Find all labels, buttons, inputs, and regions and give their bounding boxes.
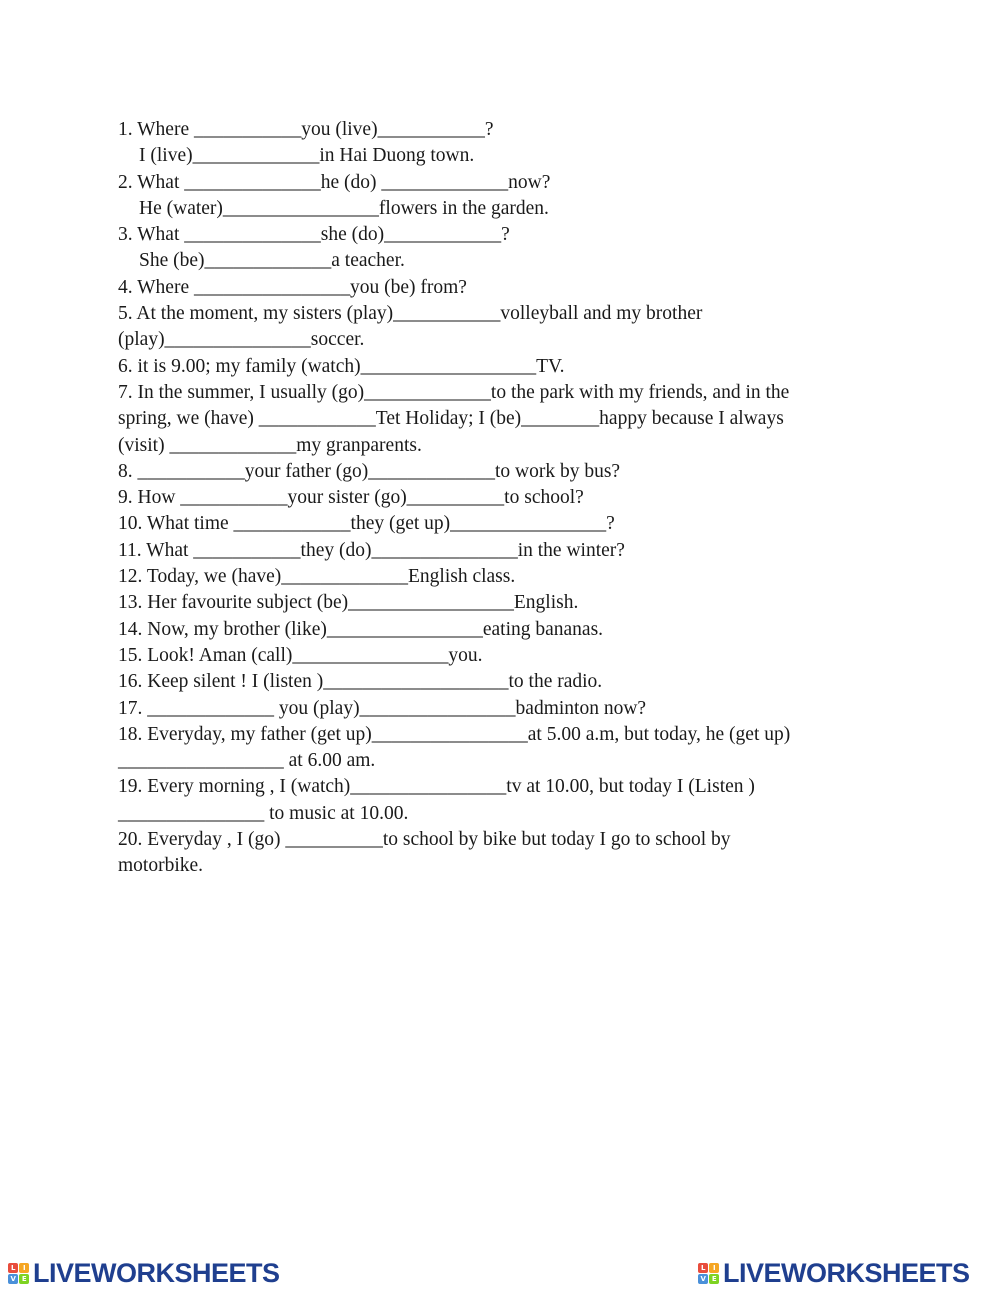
question-9: 9. How ___________your sister (go)__________to school? [118,487,584,509]
question-12: 12. Today, we (have)_____________English class. [118,566,516,588]
answer-3: She (be)_____________a teacher. [139,250,405,272]
liveworksheets-logo-icon [8,1263,29,1284]
logo-cell: I [709,1263,719,1273]
logo-cell: L [8,1263,18,1273]
liveworksheets-logo-icon [698,1263,719,1284]
logo-cell: V [698,1274,708,1284]
logo-cell: L [698,1263,708,1273]
question-16: 16. Keep silent ! I (listen )___________________to the radio. [118,671,603,693]
question-7-cont-2: (visit) _____________my granparents. [118,434,422,456]
question-3: 3. What ______________she (do)____________? [118,224,510,246]
question-19-cont: _______________ to music at 10.00. [118,802,409,824]
footer-brand-left [8,1258,280,1288]
question-18-cont: _________________ at 6.00 am. [118,750,376,772]
answer-2: He (water)________________flowers in the garden. [139,197,549,219]
brand-text: LIVEWORKSHEETS [33,1257,280,1288]
question-15: 15. Look! Aman (call)________________you. [118,644,483,666]
question-10: 10. What time ____________they (get up)________________? [118,513,615,535]
question-2: 2. What ______________he (do) _____________now? [118,171,551,193]
question-19: 19. Every morning , I (watch)________________tv at 10.00, but today I (Listen ) [118,776,755,798]
logo-cell: I [19,1263,29,1273]
question-11: 11. What ___________they (do)_______________in the winter? [118,539,625,561]
question-14: 14. Now, my brother (like)________________eating bananas. [118,618,604,640]
question-20: 20. Everyday , I (go) __________to school by bike but today I go to school by [118,829,731,851]
logo-cell: V [8,1274,18,1284]
footer-brand-right [698,1258,970,1288]
logo-cell: E [709,1274,719,1284]
question-7-cont: spring, we (have) ____________Tet Holiday; I (be)________happy because I always [118,408,784,430]
question-1: 1. Where ___________you (live)___________? [118,119,494,140]
brand-text: LIVEWORKSHEETS [723,1257,970,1288]
worksheet-body [118,117,878,880]
logo-cell: E [19,1274,29,1284]
answer-1: I (live)_____________in Hai Duong town. [139,145,475,167]
question-6: 6. it is 9.00; my family (watch)__________________TV. [118,355,565,377]
question-17: 17. _____________ you (play)________________badminton now? [118,697,647,719]
question-18: 18. Everyday, my father (get up)________________at 5.00 a.m, but today, he (get up) [118,723,791,745]
question-8: 8. ___________your father (go)_____________to work by bus? [118,460,621,482]
question-13: 13. Her favourite subject (be)_________________English. [118,592,579,614]
question-20-cont: motorbike. [118,855,204,877]
question-4: 4. Where ________________you (be) from? [118,276,467,298]
question-5: 5. At the moment, my sisters (play)___________volleyball and my brother [118,303,703,325]
question-7: 7. In the summer, I usually (go)_____________to the park with my friends, and in the [118,381,790,403]
question-5-cont: (play)_______________soccer. [118,329,365,351]
